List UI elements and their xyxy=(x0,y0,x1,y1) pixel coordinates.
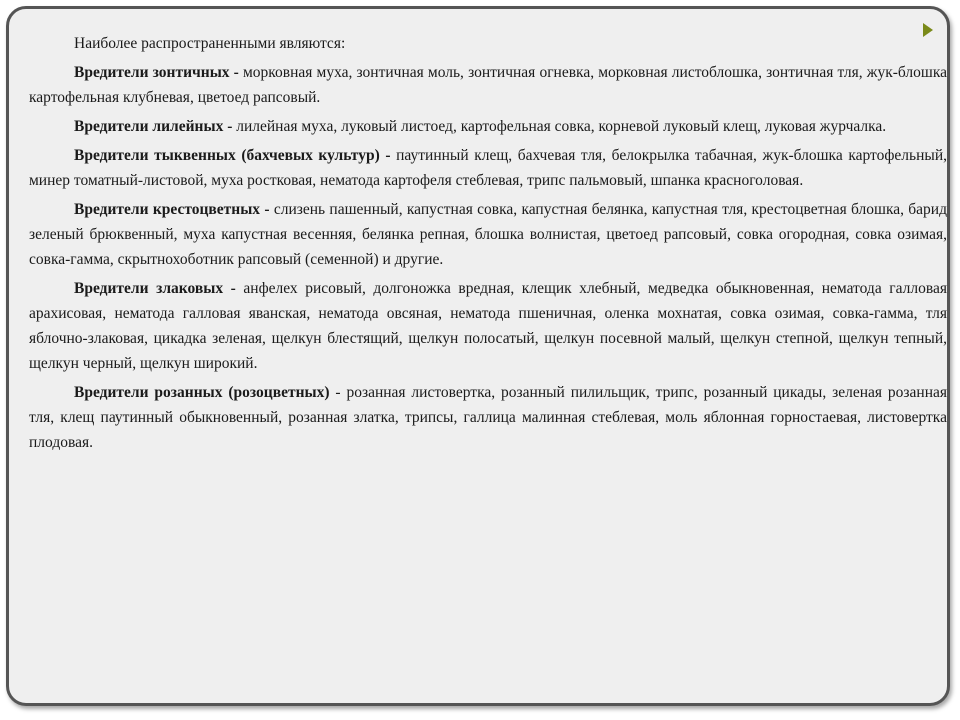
content-frame xyxy=(6,6,950,706)
paragraph-cucurbits xyxy=(29,143,947,193)
paragraph-crucifers xyxy=(29,197,947,272)
paragraph-body: лилейная муха, луковый листоед, картофельная совка, корневой луковый клещ, луковая журчалка. xyxy=(232,118,887,135)
paragraph-umbellifers xyxy=(29,60,947,110)
text-body xyxy=(29,31,947,459)
paragraph-body: анфелех рисовый, долгоножка вредная, клещик хлебный, медведка обыкновенная, нематода галловая арахисовая, нематода галловая яванская, нематода овсяная, нематода пшеничная, оленка мохнатая, совка озимая, совка-гамма, тля яблочно-злаковая, цикадка зеленая, щелкун блестящий, щелкун полосатый, щелкун посевной малый, щелкун степной, щелкун тепный, щелкун черный, щелкун широкий. xyxy=(29,280,947,372)
paragraph-body: - розанная листовертка, розанный пилильщик, трипс, розанный цикады, зеленая розанная тля, клещ паутинный обыкновенный, розанная златка, трипсы, галлица малинная стеблевая, моль яблонная горностаевая, листовертка плодовая. xyxy=(29,384,947,451)
paragraph-heading: Вредители лилейных - xyxy=(74,118,233,135)
paragraph-heading: Вредители злаковых - xyxy=(74,280,236,297)
paragraph-body: слизень пашенный, капустная совка, капустная белянка, капустная тля, крестоцветная блошка, барид зеленый брюквенный, муха капустная весенняя, белянка репная, блошка волнистая, цветоед рапсовый, совка огородная, совка озимая, совка-гамма, скрытнохоботник рапсовый (семенной) и другие. xyxy=(29,201,947,268)
paragraph-heading: Вредители тыквенных (бахчевых культур) - xyxy=(74,147,391,164)
paragraph-heading: Вредители зонтичных - xyxy=(74,64,239,81)
paragraph-heading: Вредители розанных (розоцветных) xyxy=(74,384,330,401)
paragraph-body: морковная муха, зонтичная моль, зонтичная огневка, морковная листоблошка, зонтичная тля, жук-блошка картофельная клубневая, цветоед рапсовый. xyxy=(29,64,947,106)
paragraph-cereals xyxy=(29,276,947,376)
paragraph-body: паутинный клещ, бахчевая тля, белокрылка табачная, жук-блошка картофельный, минер томатный-листовой, муха ростковая, нематода картофеля стеблевая, трипс пальмовый, шпанка красноголовая. xyxy=(29,147,947,189)
intro-text: Наиболее распространенными являются: xyxy=(74,35,346,52)
paragraph-lilies xyxy=(29,114,947,139)
paragraph-heading: Вредители крестоцветных - xyxy=(74,201,270,218)
paragraph-rosaceae xyxy=(29,380,947,455)
